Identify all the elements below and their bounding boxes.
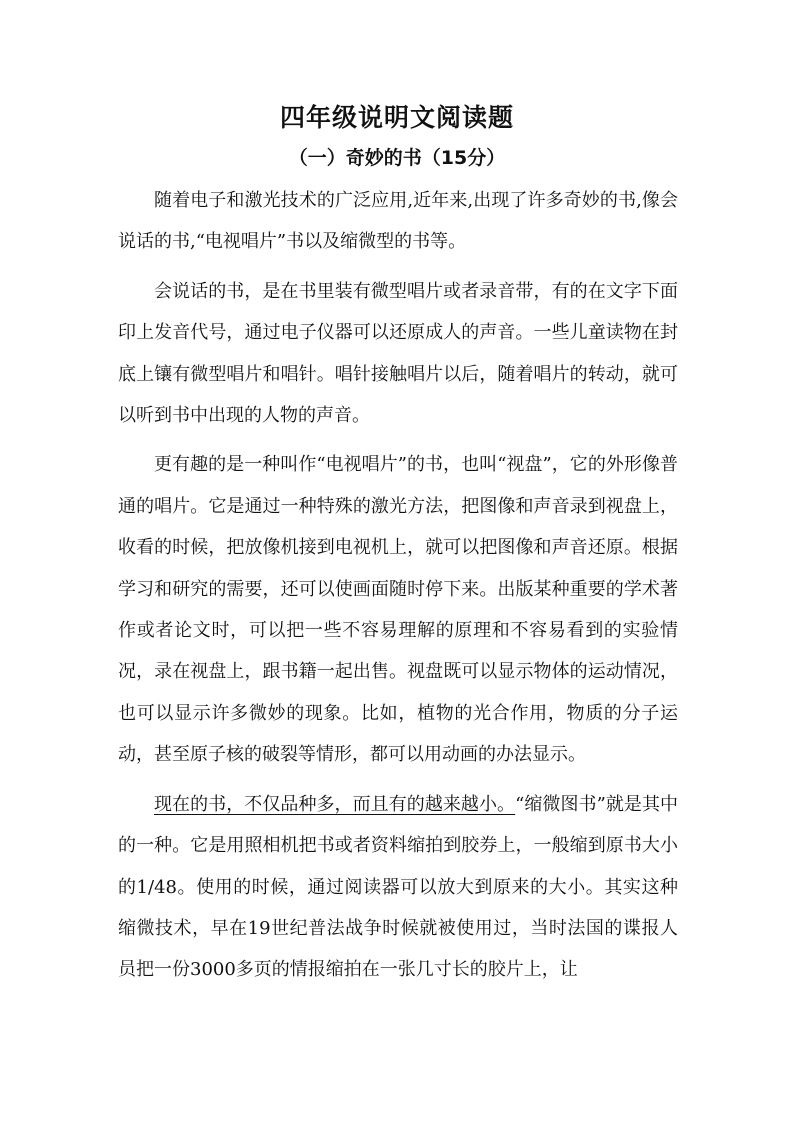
article-body xyxy=(118,180,678,991)
underlined-sentence: 现在的书，不仅品种多，而且有的越来越小。 xyxy=(154,793,516,815)
paragraph-3: 更有趣的是一种叫作“电视唱片”的书，也叫“视盘”，它的外形像普通的唱片。它是通过一种特殊的激光方法，把图像和声音录到视盘上，收看的时候，把放像机接到电视机上，就可以把图像和声音还原。根据学习和研究的需要，还可以使画面随时停下来。出版某种重要的学术著作或者论文时，可以把一些不容易理解的原理和不容易看到的实验情况，录在视盘上，跟书籍一起出售。视盘既可以显示物体的运动情况，也可以显示许多微妙的现象。比如，植物的光合作用，物质的分子运动，甚至原子核的破裂等情形，都可以用动画的办法显示。 xyxy=(118,454,678,766)
paragraph-2: 会说话的书，是在书里装有微型唱片或者录音带，有的在文字下面印上发音代号，通过电子仪器可以还原成人的声音。一些儿童读物在封底上镶有微型唱片和唱针。唱针接触唱片以后，随着唱片的转动，就可以听到书中出现的人物的声音。 xyxy=(118,280,678,427)
page-title: 四年级说明文阅读题 xyxy=(279,103,514,132)
section-title: （一）奇妙的书（15分） xyxy=(288,147,506,169)
paragraph-4-text: “缩微图书”就是其中的一种。它是用照相机把书或者资料缩拍到胶券上，一般缩到原书大小的1/48。使用的时候，通过阅读器可以放大到原来的大小。其实这种缩微技术，早在19世纪普法战争时候就被使用过，当时法国的谍报人员把一份3000多页的情报缩拍在一张几寸长的胶片上，让 xyxy=(118,793,679,981)
paragraph-4 xyxy=(118,784,678,991)
paragraph-1: 随着电子和激光技术的广泛应用,近年来,出现了许多奇妙的书,像会说话的书,“电视唱片”书以及缩微型的书等。 xyxy=(118,190,678,253)
